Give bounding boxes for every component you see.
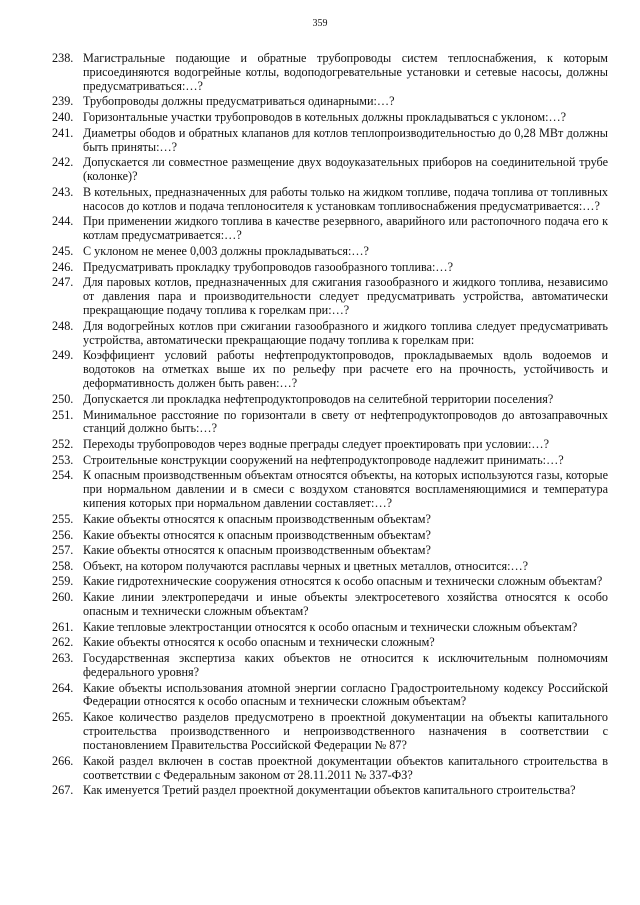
question-number: 245.	[52, 244, 74, 259]
question-text: Коэффициент условий работы нефтепродуктопроводов, прокладываемых вдоль водоемов и водотоков на отметках выше их по рельефу при расчете его на прочность, устойчивость и деформативность должен быть равен:…?	[83, 348, 608, 391]
question-number: 247.	[52, 275, 74, 290]
question-item	[52, 755, 608, 783]
question-text: Какой раздел включен в состав проектной документации объектов капитального строительства в соответствии с Федеральным законом от 28.11.2011 № 337-ФЗ?	[83, 753, 608, 782]
question-text: Минимальное расстояние по горизонтали в свету от нефтепродуктопроводов до автозаправочных станций должно быть:…?	[83, 407, 608, 436]
question-text: Строительные конструкции сооружений на нефтепродуктопроводе надлежит принимать:…?	[83, 452, 564, 467]
question-number: 253.	[52, 452, 74, 467]
question-number: 255.	[52, 511, 74, 526]
question-text: Как именуется Третий раздел проектной документации объектов капитального строительства?	[83, 783, 576, 798]
question-item	[52, 156, 608, 184]
question-number: 261.	[52, 619, 74, 634]
question-text: К опасным производственным объектам относятся объекты, на которых используются газы, которые при нормальном давлении и в смеси с воздухом становятся воспламеняющимися и температура кипения которых при нормальном давлении составляет:…?	[83, 468, 608, 511]
question-number: 256.	[52, 527, 74, 542]
question-text: При применении жидкого топлива в качестве резервного, аварийного или растопочного подача его к котлам предусматривается:…?	[83, 214, 608, 243]
question-number: 259.	[52, 574, 74, 589]
question-item	[52, 636, 608, 650]
question-item	[52, 52, 608, 94]
question-text: Для водогрейных котлов при сжигании газообразного и жидкого топлива следует предусматривать устройства, автоматически прекращающие подачу топлива к горелкам при:	[83, 318, 608, 347]
question-text: Магистральные подающие и обратные трубопроводы систем теплоснабжения, к которым присоединяются водогрейные котлы, водоподогревательные установки и сетевые насосы, должны предусматриваться:…?	[83, 51, 608, 93]
question-number: 244.	[52, 214, 74, 229]
question-text: Переходы трубопроводов через водные преграды следует проектировать при условии:…?	[83, 437, 549, 452]
question-number: 248.	[52, 318, 74, 333]
question-item	[52, 560, 608, 574]
question-text: Какие гидротехнические сооружения относятся к особо опасным и технически сложным объектам?	[83, 574, 603, 589]
question-text: В котельных, предназначенных для работы только на жидком топливе, подача топлива от топливных насосов до котлов и подача теплоносителя к установкам топливоснабжения предусматривается:…?	[83, 184, 608, 213]
question-text: Диаметры ободов и обратных клапанов для котлов теплопроизводительностью до 0,28 МВт должны быть приняты:…?	[83, 125, 608, 154]
question-item	[52, 276, 608, 318]
question-text: Объект, на котором получаются расплавы черных и цветных металлов, относится:…?	[83, 558, 529, 573]
question-text: Какие объекты относятся к особо опасным и технически сложным?	[83, 635, 435, 650]
question-item	[52, 261, 608, 275]
question-item	[52, 186, 608, 214]
question-number: 254.	[52, 468, 74, 483]
question-item	[52, 652, 608, 680]
question-text: Какое количество разделов предусмотрено в проектной документации на объекты капитального строительства производственного и непроизводственного назначения в соответствии с постановлением Правительства Российской Федерации № 87?	[83, 710, 608, 752]
question-item	[52, 454, 608, 468]
question-item	[52, 409, 608, 437]
question-list	[52, 52, 608, 800]
question-text: Государственная экспертиза каких объектов не относится к исключительным полномочиям федерального уровня?	[83, 651, 608, 679]
question-number: 250.	[52, 391, 74, 406]
question-number: 252.	[52, 437, 74, 452]
question-number: 242.	[52, 155, 74, 170]
question-number: 258.	[52, 558, 74, 573]
question-text: Допускается ли совместное размещение двух водоуказательных приборов на соединительной трубе (колонке)?	[83, 155, 608, 184]
question-text: Предусматривать прокладку трубопроводов газообразного топлива:…?	[83, 259, 454, 274]
question-item	[52, 349, 608, 391]
question-number: 262.	[52, 635, 74, 650]
question-number: 251.	[52, 407, 74, 422]
question-item	[52, 320, 608, 348]
question-item	[52, 711, 608, 753]
question-number: 238.	[52, 51, 74, 65]
question-number: 243.	[52, 184, 74, 199]
question-text: С уклоном не менее 0,003 должны прокладываться:…?	[83, 244, 369, 259]
page-number: 359	[312, 18, 328, 29]
question-number: 257.	[52, 543, 74, 558]
question-item	[52, 438, 608, 452]
question-item	[52, 127, 608, 155]
question-number: 249.	[52, 348, 74, 363]
question-number: 260.	[52, 590, 74, 605]
question-number: 264.	[52, 680, 74, 695]
question-item	[52, 469, 608, 511]
question-item	[52, 544, 608, 558]
question-text: Какие объекты относятся к опасным производственным объектам?	[83, 511, 431, 526]
question-text: Допускается ли прокладка нефтепродуктопроводов на селитебной территории поселения?	[83, 391, 554, 406]
question-text: Какие объекты относятся к опасным производственным объектам?	[83, 543, 431, 558]
question-text: Какие тепловые электростанции относятся к особо опасным и технически сложным объектам?	[83, 619, 578, 634]
question-item	[52, 591, 608, 619]
question-text: Для паровых котлов, предназначенных для сжигания газообразного и жидкого топлива, независимо от давления пара и производительности следует предусматривать устройства, автоматически прекращающие подачу топлива к горелкам при:…?	[83, 275, 608, 318]
question-number: 265.	[52, 710, 74, 725]
question-item	[52, 111, 608, 125]
question-item	[52, 575, 608, 589]
question-item	[52, 784, 608, 798]
question-number: 266.	[52, 753, 74, 768]
question-item	[52, 621, 608, 635]
question-number: 241.	[52, 125, 74, 140]
question-number: 263.	[52, 651, 74, 665]
question-text: Трубопроводы должны предусматриваться одинарными:…?	[83, 94, 395, 109]
question-text: Какие объекты относятся к опасным производственным объектам?	[83, 527, 431, 542]
question-text: Горизонтальные участки трубопроводов в котельных должны прокладываться с уклоном:…?	[83, 110, 567, 125]
question-item	[52, 215, 608, 243]
question-text: Какие линии электропередачи и иные объекты электросетевого хозяйства относятся к особо опасным и технически сложным объектам?	[83, 590, 608, 619]
question-text: Какие объекты использования атомной энергии согласно Градостроительному кодексу Российской Федерации относятся к особо опасным и технически сложным объектам?	[83, 680, 608, 709]
question-item	[52, 95, 608, 109]
question-item	[52, 245, 608, 259]
question-number: 240.	[52, 110, 74, 125]
question-number: 267.	[52, 783, 74, 798]
question-number: 239.	[52, 94, 74, 109]
question-item	[52, 513, 608, 527]
question-item	[52, 393, 608, 407]
question-item	[52, 529, 608, 543]
question-number: 246.	[52, 259, 74, 274]
question-item	[52, 682, 608, 710]
